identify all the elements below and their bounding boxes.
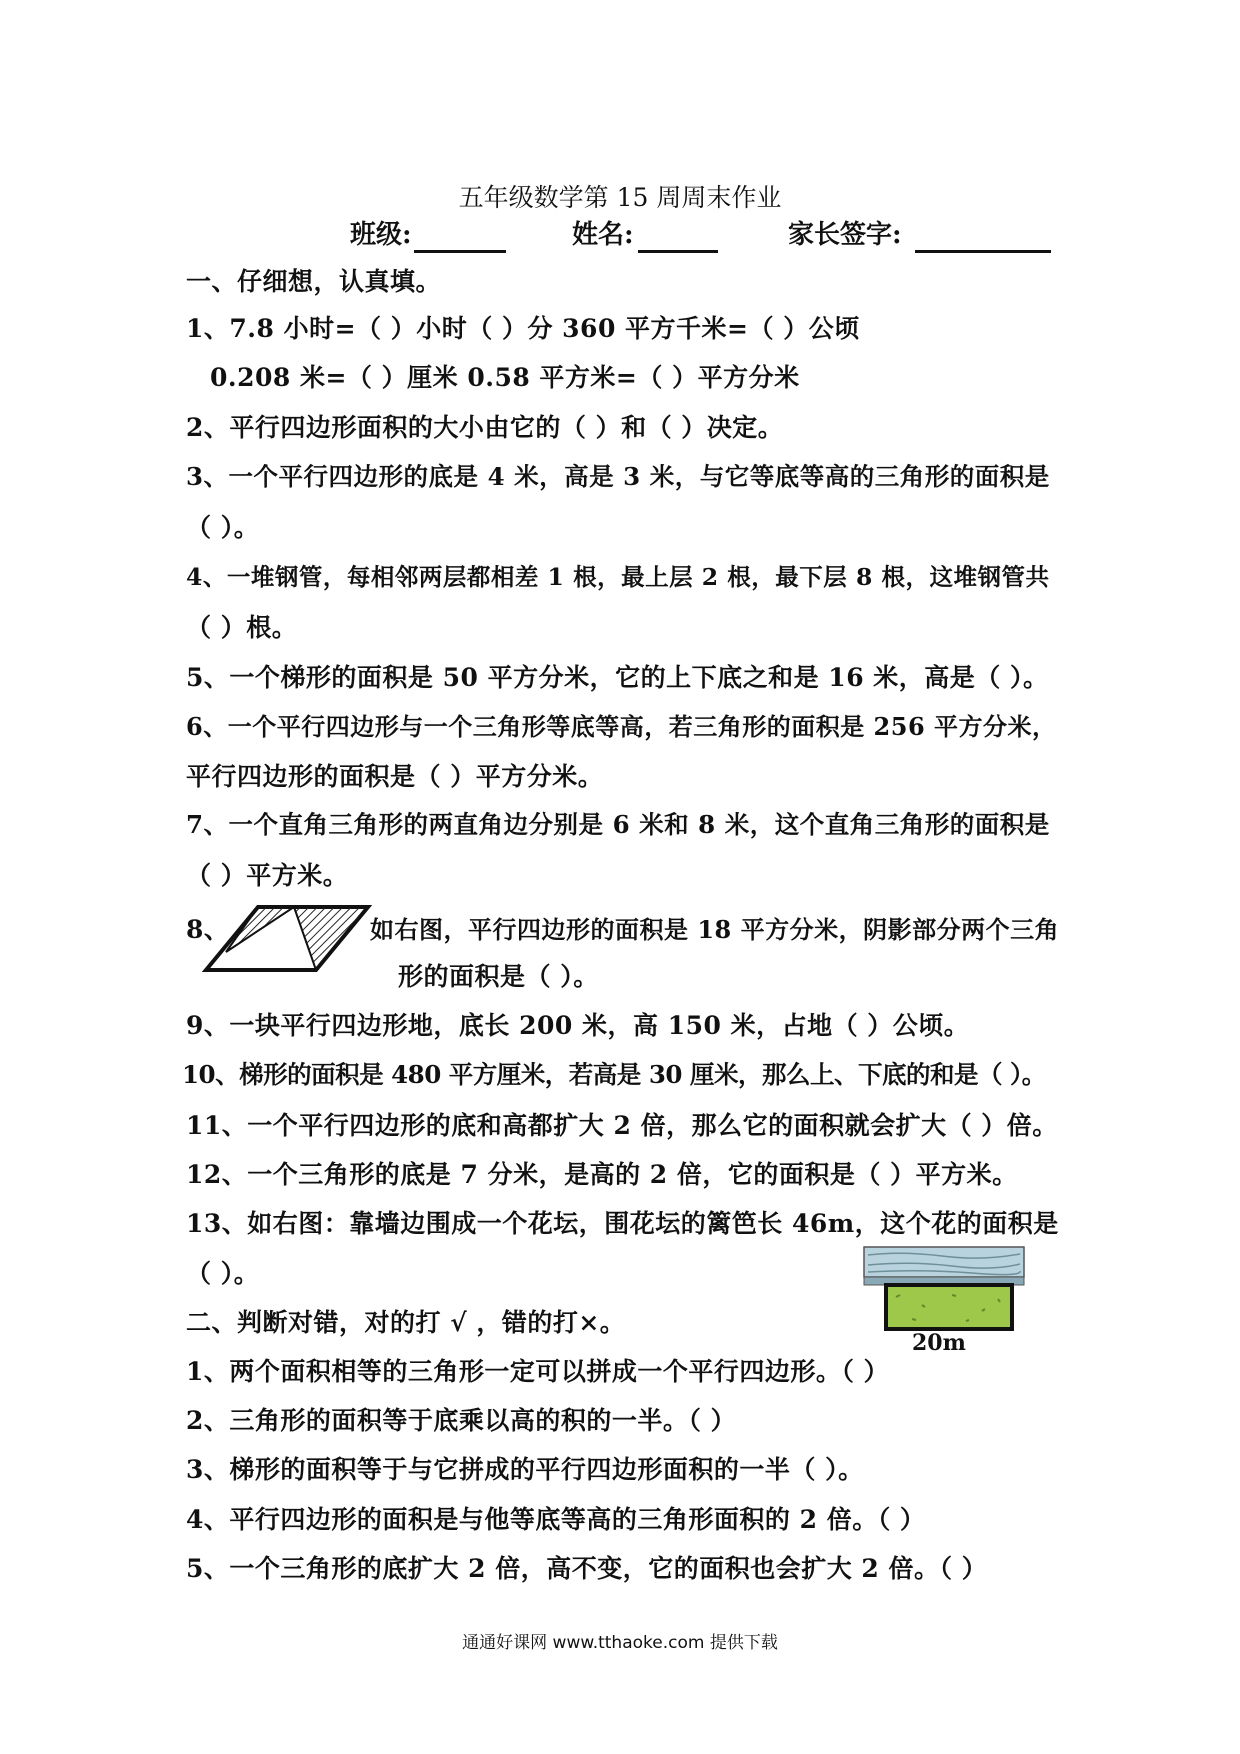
page-title: 五年级数学第 15 周周末作业 (458, 183, 782, 212)
question-13-line-2: （ ）。 (186, 1259, 260, 1288)
student-info-row (350, 214, 1070, 254)
question-10: 10、梯形的面积是 480 平方厘米，若高是 30 厘米，那么上、下底的和是（ ）。 (182, 1060, 1046, 1089)
judgement-3: 3、梯形的面积等于与它拼成的平行四边形面积的一半（ ）。 (186, 1455, 864, 1484)
question-3-line-1: 3、一个平行四边形的底是 4 米，高是 3 米，与它等底等高的三角形的面积是 (186, 462, 1050, 491)
class-blank[interactable] (414, 250, 506, 253)
judgement-2: 2、三角形的面积等于底乘以高的积的一半。（ ） (186, 1406, 737, 1435)
section-1-heading: 一、仔细想，认真填。 (186, 267, 442, 296)
flower-bed-width-label: 20m (912, 1330, 966, 1356)
question-11: 11、一个平行四边形的底和高都扩大 2 倍，那么它的面积就会扩大（ ）倍。 (186, 1111, 1058, 1140)
question-7-line-2: （ ）平方米。 (186, 861, 349, 890)
judgement-5: 5、一个三角形的底扩大 2 倍，高不变，它的面积也会扩大 2 倍。（ ） (186, 1554, 988, 1583)
question-3-line-2: （ ）。 (186, 513, 260, 542)
question-8-line-1: 如右图，平行四边形的面积是 18 平方分米，阴影部分两个三角 (370, 915, 1060, 944)
section-2-heading: 二、判断对错，对的打 √ ，错的打×。 (186, 1308, 626, 1337)
parent-signature-blank[interactable] (915, 250, 1051, 253)
judgement-4: 4、平行四边形的面积是与他等底等高的三角形面积的 2 倍。（ ） (186, 1505, 926, 1534)
question-1-line-2: 0.208 米=（ ）厘米 0.58 平方米=（ ）平方分米 (210, 363, 800, 392)
name-label: 姓名: (572, 220, 634, 250)
question-1-line-1: 1、7.8 小时=（ ）小时（ ）分 360 平方千米=（ ）公顷 (186, 314, 860, 343)
question-13-line-1: 13、如右图：靠墙边围成一个花坛，围花坛的篱笆长 46m，这个花的面积是 (186, 1209, 1059, 1238)
class-label: 班级: (350, 220, 412, 250)
question-8-number: 8、 (186, 915, 230, 944)
question-9: 9、一块平行四边形地，底长 200 米，高 150 米，占地（ ）公顷。 (186, 1011, 970, 1040)
question-5: 5、一个梯形的面积是 50 平方分米，它的上下底之和是 16 米，高是（ ）。 (186, 663, 1049, 692)
question-4-line-2: （ ）根。 (186, 613, 298, 642)
parallelogram-figure (202, 903, 374, 975)
footer-source: 通通好课网 www.tthaoke.com 提供下载 (462, 1633, 778, 1653)
judgement-1: 1、两个面积相等的三角形一定可以拼成一个平行四边形。（ ） (186, 1357, 890, 1386)
name-blank[interactable] (638, 250, 718, 253)
parent-signature-label: 家长签字: (788, 220, 902, 250)
question-4-line-1: 4、一堆钢管，每相邻两层都相差 1 根，最上层 2 根，最下层 8 根，这堆钢管共 (186, 563, 1050, 591)
flower-bed (886, 1285, 1012, 1329)
question-12: 12、一个三角形的底是 7 分米，是高的 2 倍，它的面积是（ ）平方米。 (186, 1160, 1018, 1189)
question-2: 2、平行四边形面积的大小由它的（ ）和（ ）决定。 (186, 413, 784, 442)
wall-strip (864, 1247, 1024, 1277)
question-7-line-1: 7、一个直角三角形的两直角边分别是 6 米和 8 米，这个直角三角形的面积是 (186, 810, 1050, 839)
question-6-line-2: 平行四边形的面积是（ ）平方分米。 (186, 762, 604, 791)
question-8-line-2: 形的面积是（ ）。 (398, 962, 599, 991)
flower-bed-figure (862, 1245, 1028, 1333)
question-6-line-1: 6、一个平行四边形与一个三角形等底等高，若三角形的面积是 256 平方分米， (186, 712, 1057, 741)
